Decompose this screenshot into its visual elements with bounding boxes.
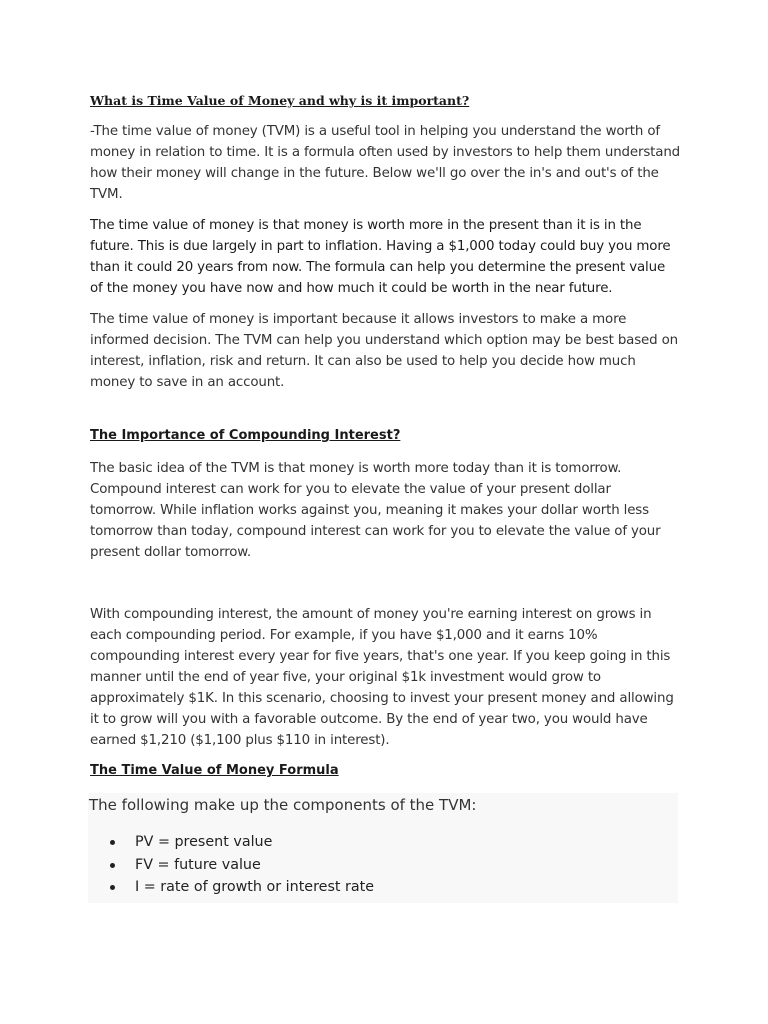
section-heading-compounding: The Importance of Compounding Interest?	[90, 428, 401, 443]
paragraph-compounding-idea: The basic idea of the TVM is that money is worth more today than it is tomorrow. Compound interest can work for you to elevate the value of your present dollar tomorrow. While inflation works against you, meaning it makes your dollar worth less tomorrow than today, compound interest can work for you to elevate the value of your present dollar tomorrow.	[90, 461, 661, 560]
list-item	[88, 854, 678, 877]
list-item-text: FV = future value	[135, 856, 261, 873]
paragraph-tvm-intro: -The time value of money (TVM) is a useful tool in helping you understand the worth of money in relation to time. It is a formula often used by investors to help them understand how their money will change in the future. Below we'll go over the in's and out's of the TVM.	[90, 124, 681, 202]
section-heading-tvm: What is Time Value of Money and why is it important?	[90, 93, 470, 108]
list-item-text: PV = present value	[135, 834, 273, 850]
list-item	[88, 876, 678, 899]
list-item	[88, 831, 678, 854]
paragraph-tvm-definition: The time value of money is that money is worth more in the present than it is in the future. This is due largely in part to inflation. Having a $1,000 today could buy you more than it could 20 years from now. The formula can help you determine the present value of the money you have now and how much it could be worth in the near future.	[90, 218, 671, 296]
components-list	[88, 831, 678, 899]
section-heading-formula: The Time Value of Money Formula	[90, 763, 339, 778]
components-box	[88, 793, 678, 903]
bullet-icon	[110, 840, 115, 845]
paragraph-compounding-example: With compounding interest, the amount of money you're earning interest on grows in each compounding period. For example, if you have $1,000 and it earns 10% compounding interest every year for five years, that's one year. If you keep going in this manner until the end of year five, your original $1k investment would grow to approximately $1K. In this scenario, choosing to invest your present money and allowing it to grow will you with a favorable outcome. By the end of year two, you would have earned $1,210 ($1,100 plus $110 in interest).	[90, 607, 674, 748]
bullet-icon	[110, 885, 115, 890]
bullet-icon	[110, 863, 115, 868]
list-item-text: I = rate of growth or interest rate	[135, 879, 375, 895]
paragraph-tvm-importance: The time value of money is important because it allows investors to make a more informed decision. The TVM can help you understand which option may be best based on interest, inflation, risk and return. It can also be used to help you decide how much money to save in an account.	[90, 312, 678, 390]
components-title: The following make up the components of the TVM:	[89, 796, 477, 814]
document-page	[90, 92, 680, 903]
